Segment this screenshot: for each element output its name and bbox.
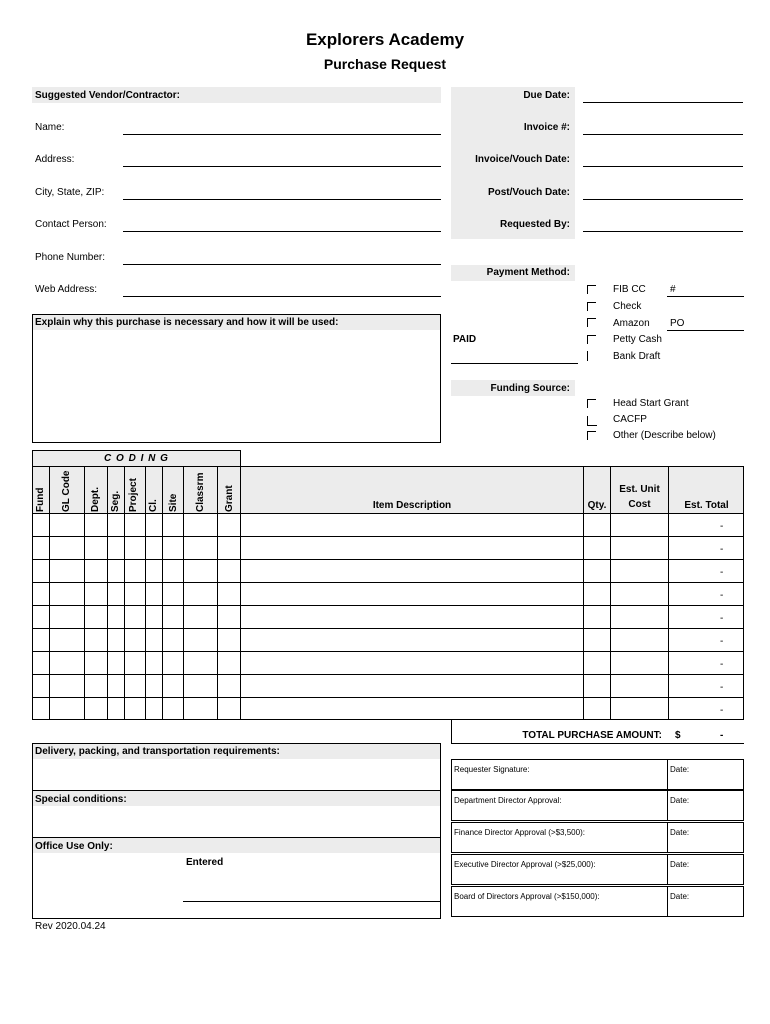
check-label: Check [613, 301, 642, 312]
po-number-field[interactable] [667, 330, 744, 331]
petty-cash-label: Petty Cash [613, 334, 662, 345]
total-value: - [720, 730, 724, 741]
vendor-contact-label: Contact Person: [35, 219, 107, 230]
row-divider [32, 697, 744, 698]
invoice-vouch-date-label: Invoice/Vouch Date: [475, 154, 570, 165]
col-divider [107, 466, 108, 720]
explain-box[interactable] [32, 314, 441, 443]
paid-field[interactable] [451, 363, 578, 364]
fib-cc-checkbox[interactable] [587, 285, 596, 294]
approval-row-department[interactable] [451, 790, 744, 821]
row-total: - [720, 521, 724, 532]
vendor-address-label: Address: [35, 154, 75, 165]
col-fund: Fund [35, 487, 46, 512]
row-divider [32, 605, 744, 606]
col-project: Project [128, 478, 139, 512]
col-unit-cost-line2: Cost [628, 499, 651, 510]
approval-date-label: Date: [670, 765, 690, 774]
col-qty: Qty. [587, 500, 607, 511]
amazon-label: Amazon [613, 318, 650, 329]
col-cl: Cl. [148, 499, 159, 512]
head-start-label: Head Start Grant [613, 398, 689, 409]
explain-label: Explain why this purchase is necessary and how it will be used: [35, 317, 339, 328]
col-divider [217, 466, 218, 720]
delivery-label: Delivery, packing, and transportation requirements: [35, 746, 280, 757]
requested-by-label: Requested By: [499, 219, 570, 230]
approval-label: Board of Directors Approval (>$150,000): [454, 892, 600, 901]
row-total: - [720, 659, 724, 670]
row-total: - [720, 590, 724, 601]
bank-draft-checkbox[interactable] [587, 351, 588, 361]
col-divider [162, 466, 163, 720]
revision-label: Rev 2020.04.24 [35, 921, 106, 932]
entered-field[interactable] [183, 901, 441, 902]
total-label: TOTAL PURCHASE AMOUNT: [522, 730, 662, 741]
approval-date-label: Date: [670, 892, 690, 901]
row-divider [32, 559, 744, 560]
vendor-name-label: Name: [35, 122, 65, 133]
vendor-city-label: City, State, ZIP: [35, 187, 105, 198]
payment-method-label: Payment Method: [486, 267, 570, 278]
total-currency: $ [675, 730, 681, 741]
bank-draft-label: Bank Draft [613, 351, 661, 362]
row-total: - [720, 682, 724, 693]
post-vouch-date-label: Post/Vouch Date: [487, 187, 570, 198]
check-checkbox[interactable] [587, 302, 596, 311]
col-grant: Grant [224, 485, 235, 512]
office-use-label: Office Use Only: [35, 841, 113, 852]
row-divider [32, 674, 744, 675]
approval-row-board[interactable] [451, 886, 744, 917]
row-total: - [720, 705, 724, 716]
row-total: - [720, 567, 724, 578]
approval-row-finance[interactable] [451, 822, 744, 853]
col-dept: Dept. [90, 487, 101, 512]
col-divider [84, 466, 85, 720]
org-title: Explorers Academy [305, 30, 465, 49]
cacfp-label: CACFP [613, 414, 647, 425]
col-gl-code: GL Code [61, 470, 72, 512]
head-start-checkbox[interactable] [587, 399, 596, 408]
vendor-city-field[interactable] [123, 199, 441, 200]
approval-date-label: Date: [670, 860, 690, 869]
vendor-web-field[interactable] [123, 296, 441, 297]
vendor-address-field[interactable] [123, 166, 441, 167]
vendor-phone-label: Phone Number: [35, 252, 106, 263]
invoice-vouch-date-field[interactable] [583, 166, 743, 167]
vendor-section-label: Suggested Vendor/Contractor: [35, 90, 181, 101]
vendor-contact-field[interactable] [123, 231, 441, 232]
po-label: PO [670, 318, 685, 329]
approval-date-label: Date: [670, 828, 690, 837]
vendor-web-label: Web Address: [35, 284, 98, 295]
bottom-left-box [32, 743, 441, 919]
approval-label: Department Director Approval: [454, 796, 562, 805]
row-divider [32, 628, 744, 629]
col-est-total: Est. Total [684, 500, 729, 511]
fib-number-label: # [670, 284, 676, 295]
row-total: - [720, 544, 724, 555]
other-funding-label: Other (Describe below) [613, 430, 716, 441]
row-divider [32, 651, 744, 652]
entered-label: Entered [186, 857, 224, 868]
approval-row-requester[interactable] [451, 759, 744, 790]
approval-row-executive[interactable] [451, 854, 744, 885]
col-divider [124, 466, 125, 720]
funding-source-label: Funding Source: [490, 383, 570, 394]
due-date-field[interactable] [583, 102, 743, 103]
due-date-label: Due Date: [523, 90, 570, 101]
paid-label: PAID [453, 334, 477, 345]
row-total: - [720, 613, 724, 624]
petty-cash-checkbox[interactable] [587, 335, 596, 344]
coding-label: C O D I N G [104, 453, 169, 464]
col-site: Site [168, 493, 179, 512]
header-divider [32, 513, 744, 514]
fib-cc-label: FIB CC [613, 284, 646, 295]
form-title: Purchase Request [323, 56, 447, 72]
col-unit-cost-line1: Est. Unit [619, 484, 660, 495]
approval-label: Requester Signature: [454, 765, 530, 774]
row-divider [32, 582, 744, 583]
fib-number-field[interactable] [667, 296, 744, 297]
invoice-label: Invoice #: [523, 122, 570, 133]
row-total: - [720, 636, 724, 647]
col-item-description: Item Description [372, 500, 452, 511]
special-conditions-label: Special conditions: [35, 794, 127, 805]
approval-date-label: Date: [670, 796, 690, 805]
col-seg: Seg. [110, 490, 121, 512]
approval-label: Finance Director Approval (>$3,500): [454, 828, 585, 837]
amazon-checkbox[interactable] [587, 318, 596, 327]
row-divider [32, 536, 744, 537]
approval-label: Executive Director Approval (>$25,000): [454, 860, 596, 869]
requested-by-field[interactable] [583, 231, 743, 232]
other-funding-checkbox[interactable] [587, 431, 596, 440]
col-divider [49, 466, 50, 720]
vendor-name-field[interactable] [123, 134, 441, 135]
invoice-field[interactable] [583, 134, 743, 135]
total-bottom-border [451, 743, 744, 744]
vendor-phone-field[interactable] [123, 264, 441, 265]
post-vouch-date-field[interactable] [583, 199, 743, 200]
col-divider [183, 466, 184, 720]
col-divider [145, 466, 146, 720]
cacfp-checkbox[interactable] [587, 416, 597, 426]
col-classrm: Classrm [195, 472, 206, 512]
